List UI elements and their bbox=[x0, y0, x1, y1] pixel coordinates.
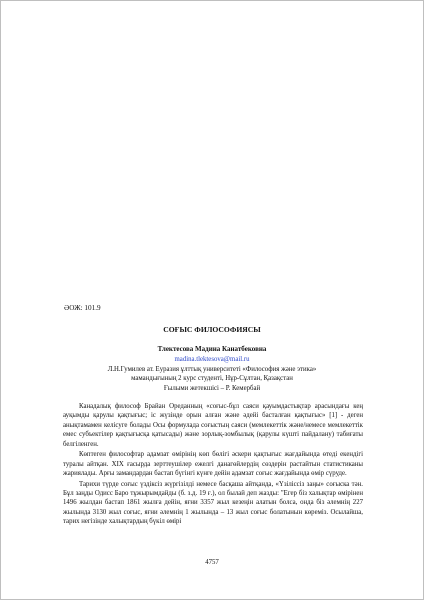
supervisor-line: Ғылыми жетекшісі – Р. Кемербай bbox=[163, 384, 261, 392]
body-paragraph: Көптеген философтар адамзат өмірінің көп бөлігі әскери қақтығыс жағдайында өтеді екендігі туралы айтқан. XIX ғасырда зерттеушілер ежелгі данагөйлердің сөздерін растайтын статистиканы жариялады. Арғы замандардан бастап бүгінгі күнге дейін адамзат соғыс жағдайында өмір сүруде. bbox=[63, 451, 363, 478]
body-paragraph: Тарихи түрде соғыс үздіксіз жүргізілді немесе басқаша айтқанда, «Үзіліссіз заңы» соғыска тән. Бұл заңды Одисс Баро тұжырымдайды (б. з.д. 19 ғ.), ол былай деп жазды: "Егер біз халықтар өмірінен 1496 жылдан бастап 1861 жылға дейін, яғни 3357 жыл кезеңін алатын болса, онда біз әлемнің 227 жылында 3130 жыл соғыс, яғни әлемнің 1 жылында – 13 жыл соғыс болатынын көреміз. Осылайша, тарих негізінде халықтардың бүкіл өмірі bbox=[63, 480, 363, 526]
author-name: Тлектесова Мадина Канатбековна bbox=[157, 345, 267, 353]
affiliation-block bbox=[0, 365, 424, 394]
article-title: СОҒЫС ФИЛОСОФИЯСЫ bbox=[163, 325, 261, 334]
author-email-link[interactable]: madina.tlektesova@mail.ru bbox=[174, 356, 250, 363]
body-paragraph: Канадалық философ Брайан Ореданның «соғыс-бұл саяси қауымдастықтар арасындағы кең ауқымды қарулы қақтығыс; іс жүзінде орын алған және әдейі басталған қақтығыс» [1] - деген анықтамамен келісуге болады Осы формулада соғыстың саяси (мемлекеттік және/немесе мемлекеттік емес субъектілер қақтығысқа қатысады) және зорлық-зомбылық (қарулы күшті пайдалану) табиғаты белгіленген. bbox=[63, 403, 363, 448]
article-body bbox=[63, 402, 363, 528]
affiliation-line: мамандығының 2 курс студенті, Нұр-Сұлтан, Қазақстан bbox=[131, 375, 293, 383]
page-number: 4757 bbox=[205, 559, 219, 566]
affiliation-line: Л.Н.Гумилев ат. Еуразия ұлттық университеті «Философия және этика» bbox=[107, 365, 317, 373]
udc-code: ӘОЖ: 101.9 bbox=[64, 304, 101, 312]
